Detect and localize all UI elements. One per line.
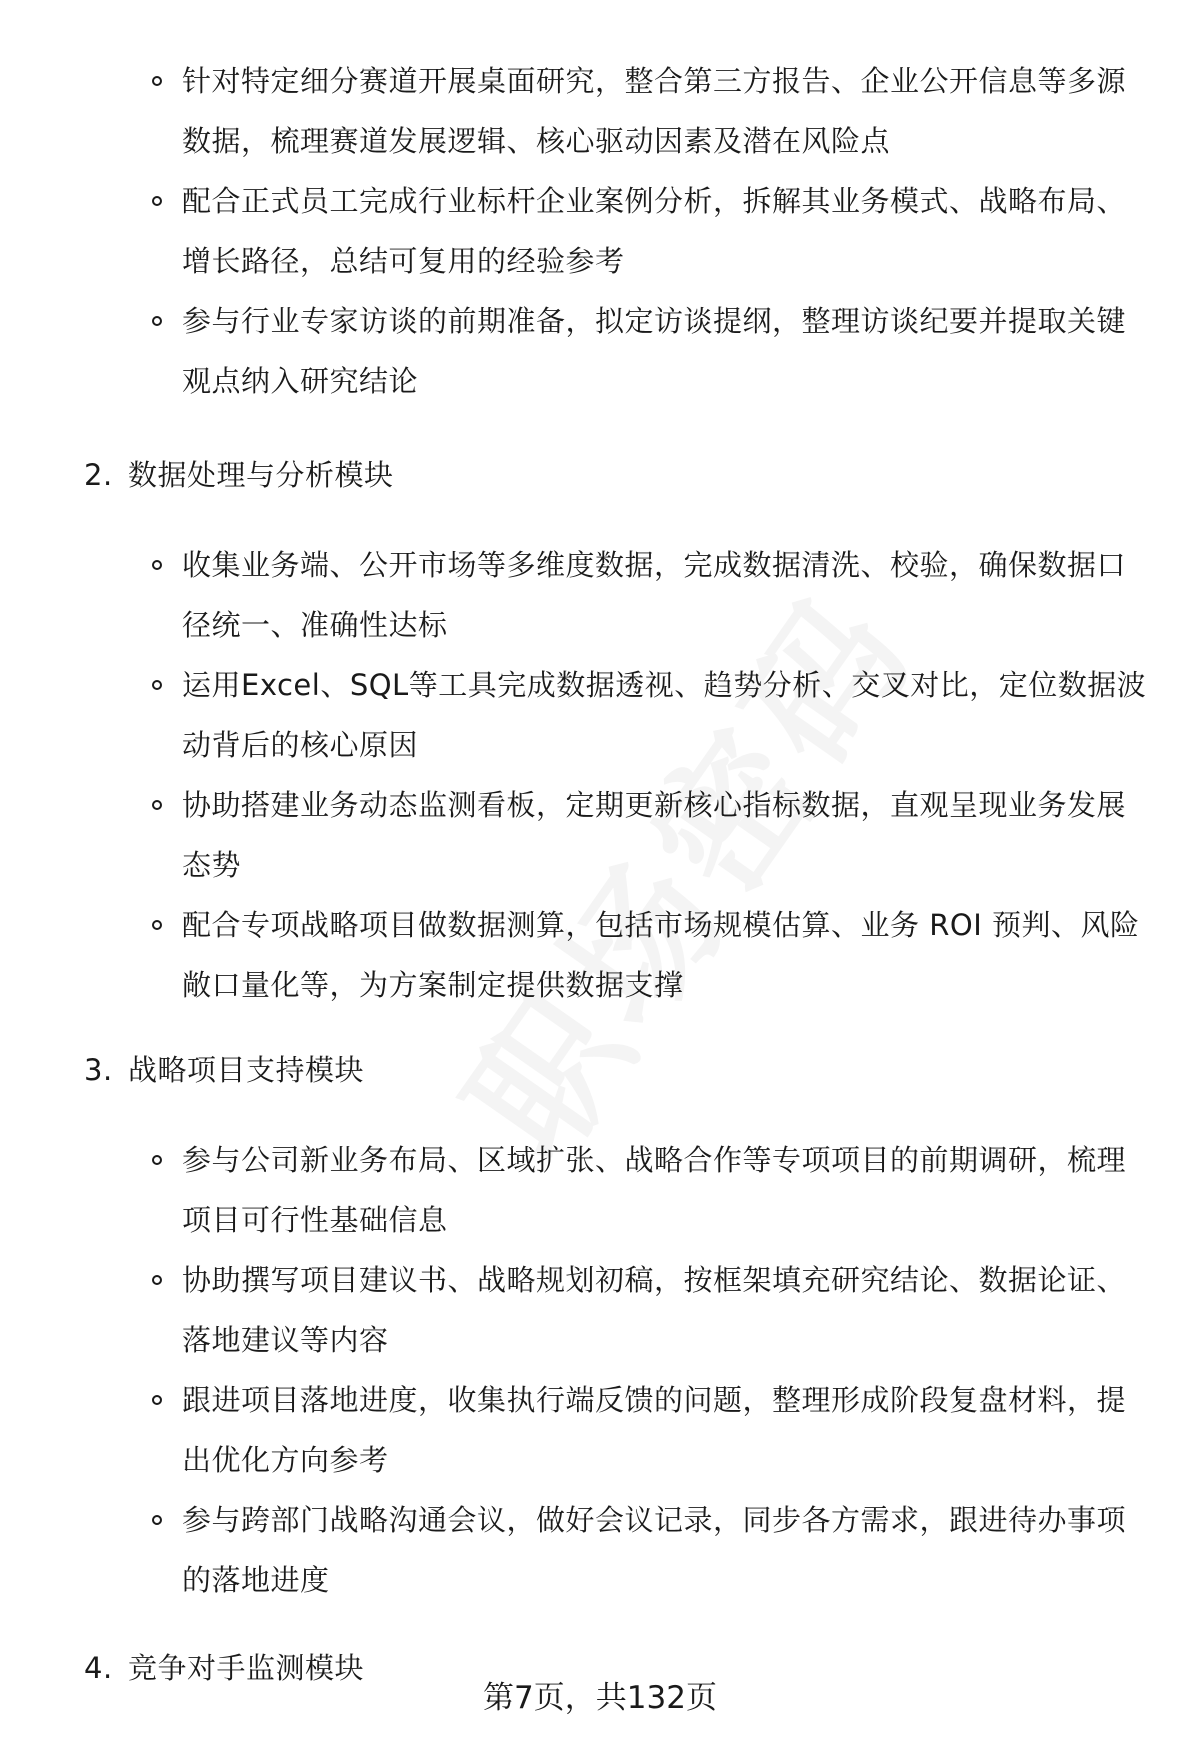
section-number: 2. xyxy=(84,458,113,492)
section-3-bullet-list xyxy=(148,1130,1148,1610)
hollow-bullet-icon xyxy=(152,800,162,810)
list-item-text: 参与跨部门战略沟通会议，做好会议记录，同步各方需求，跟进待办事项的落地进度 xyxy=(182,1503,1127,1597)
hollow-bullet-icon xyxy=(152,316,162,326)
list-item xyxy=(148,51,1148,171)
list-item-text: 配合正式员工完成行业标杆企业案例分析，拆解其业务模式、战略布局、增长路径，总结可复用的经验参考 xyxy=(182,184,1127,278)
list-item xyxy=(148,1250,1148,1370)
list-item-text: 配合专项战略项目做数据测算，包括市场规模估算、业务 ROI 预判、风险敞口量化等，为方案制定提供数据支撑 xyxy=(182,908,1140,1002)
list-item-text: 协助撰写项目建议书、战略规划初稿，按框架填充研究结论、数据论证、落地建议等内容 xyxy=(182,1263,1127,1357)
list-item xyxy=(148,895,1148,1015)
section-title: 战略项目支持模块 xyxy=(128,1053,365,1087)
hollow-bullet-icon xyxy=(152,560,162,570)
section-number: 4. xyxy=(84,1651,113,1685)
section-title: 竞争对手监测模块 xyxy=(128,1651,365,1685)
hollow-bullet-icon xyxy=(152,196,162,206)
section-heading xyxy=(84,1050,364,1090)
list-item xyxy=(148,1130,1148,1250)
list-item xyxy=(148,655,1148,775)
section-heading xyxy=(84,455,394,495)
list-item xyxy=(148,1490,1148,1610)
list-item xyxy=(148,535,1148,655)
hollow-bullet-icon xyxy=(152,1515,162,1525)
list-item-text: 跟进项目落地进度，收集执行端反馈的问题，整理形成阶段复盘材料，提出优化方向参考 xyxy=(182,1383,1127,1477)
list-item-text: 参与行业专家访谈的前期准备，拟定访谈提纲，整理访谈纪要并提取关键观点纳入研究结论 xyxy=(182,304,1127,398)
section-2-bullet-list xyxy=(148,535,1148,1015)
list-item xyxy=(148,1370,1148,1490)
hollow-bullet-icon xyxy=(152,680,162,690)
hollow-bullet-icon xyxy=(152,1395,162,1405)
hollow-bullet-icon xyxy=(152,1155,162,1165)
hollow-bullet-icon xyxy=(152,76,162,86)
list-item xyxy=(148,171,1148,291)
hollow-bullet-icon xyxy=(152,1275,162,1285)
list-item-text: 参与公司新业务布局、区域扩张、战略合作等专项项目的前期调研，梳理项目可行性基础信息 xyxy=(182,1143,1127,1237)
list-item xyxy=(148,775,1148,895)
list-item-text: 运用Excel、SQL等工具完成数据透视、趋势分析、交叉对比，定位数据波动背后的核心原因 xyxy=(182,668,1147,762)
section-number: 3. xyxy=(84,1053,113,1087)
hollow-bullet-icon xyxy=(152,920,162,930)
list-item-text: 协助搭建业务动态监测看板，定期更新核心指标数据，直观呈现业务发展态势 xyxy=(182,788,1127,882)
list-item-text: 收集业务端、公开市场等多维度数据，完成数据清洗、校验，确保数据口径统一、准确性达标 xyxy=(182,548,1127,642)
page-number-footer: 第7页，共132页 xyxy=(483,1680,717,1716)
list-item xyxy=(148,291,1148,411)
section-1-bullet-list xyxy=(148,51,1148,411)
list-item-text: 针对特定细分赛道开展桌面研究，整合第三方报告、企业公开信息等多源数据，梳理赛道发展逻辑、核心驱动因素及潜在风险点 xyxy=(182,64,1127,158)
section-title: 数据处理与分析模块 xyxy=(128,458,394,492)
